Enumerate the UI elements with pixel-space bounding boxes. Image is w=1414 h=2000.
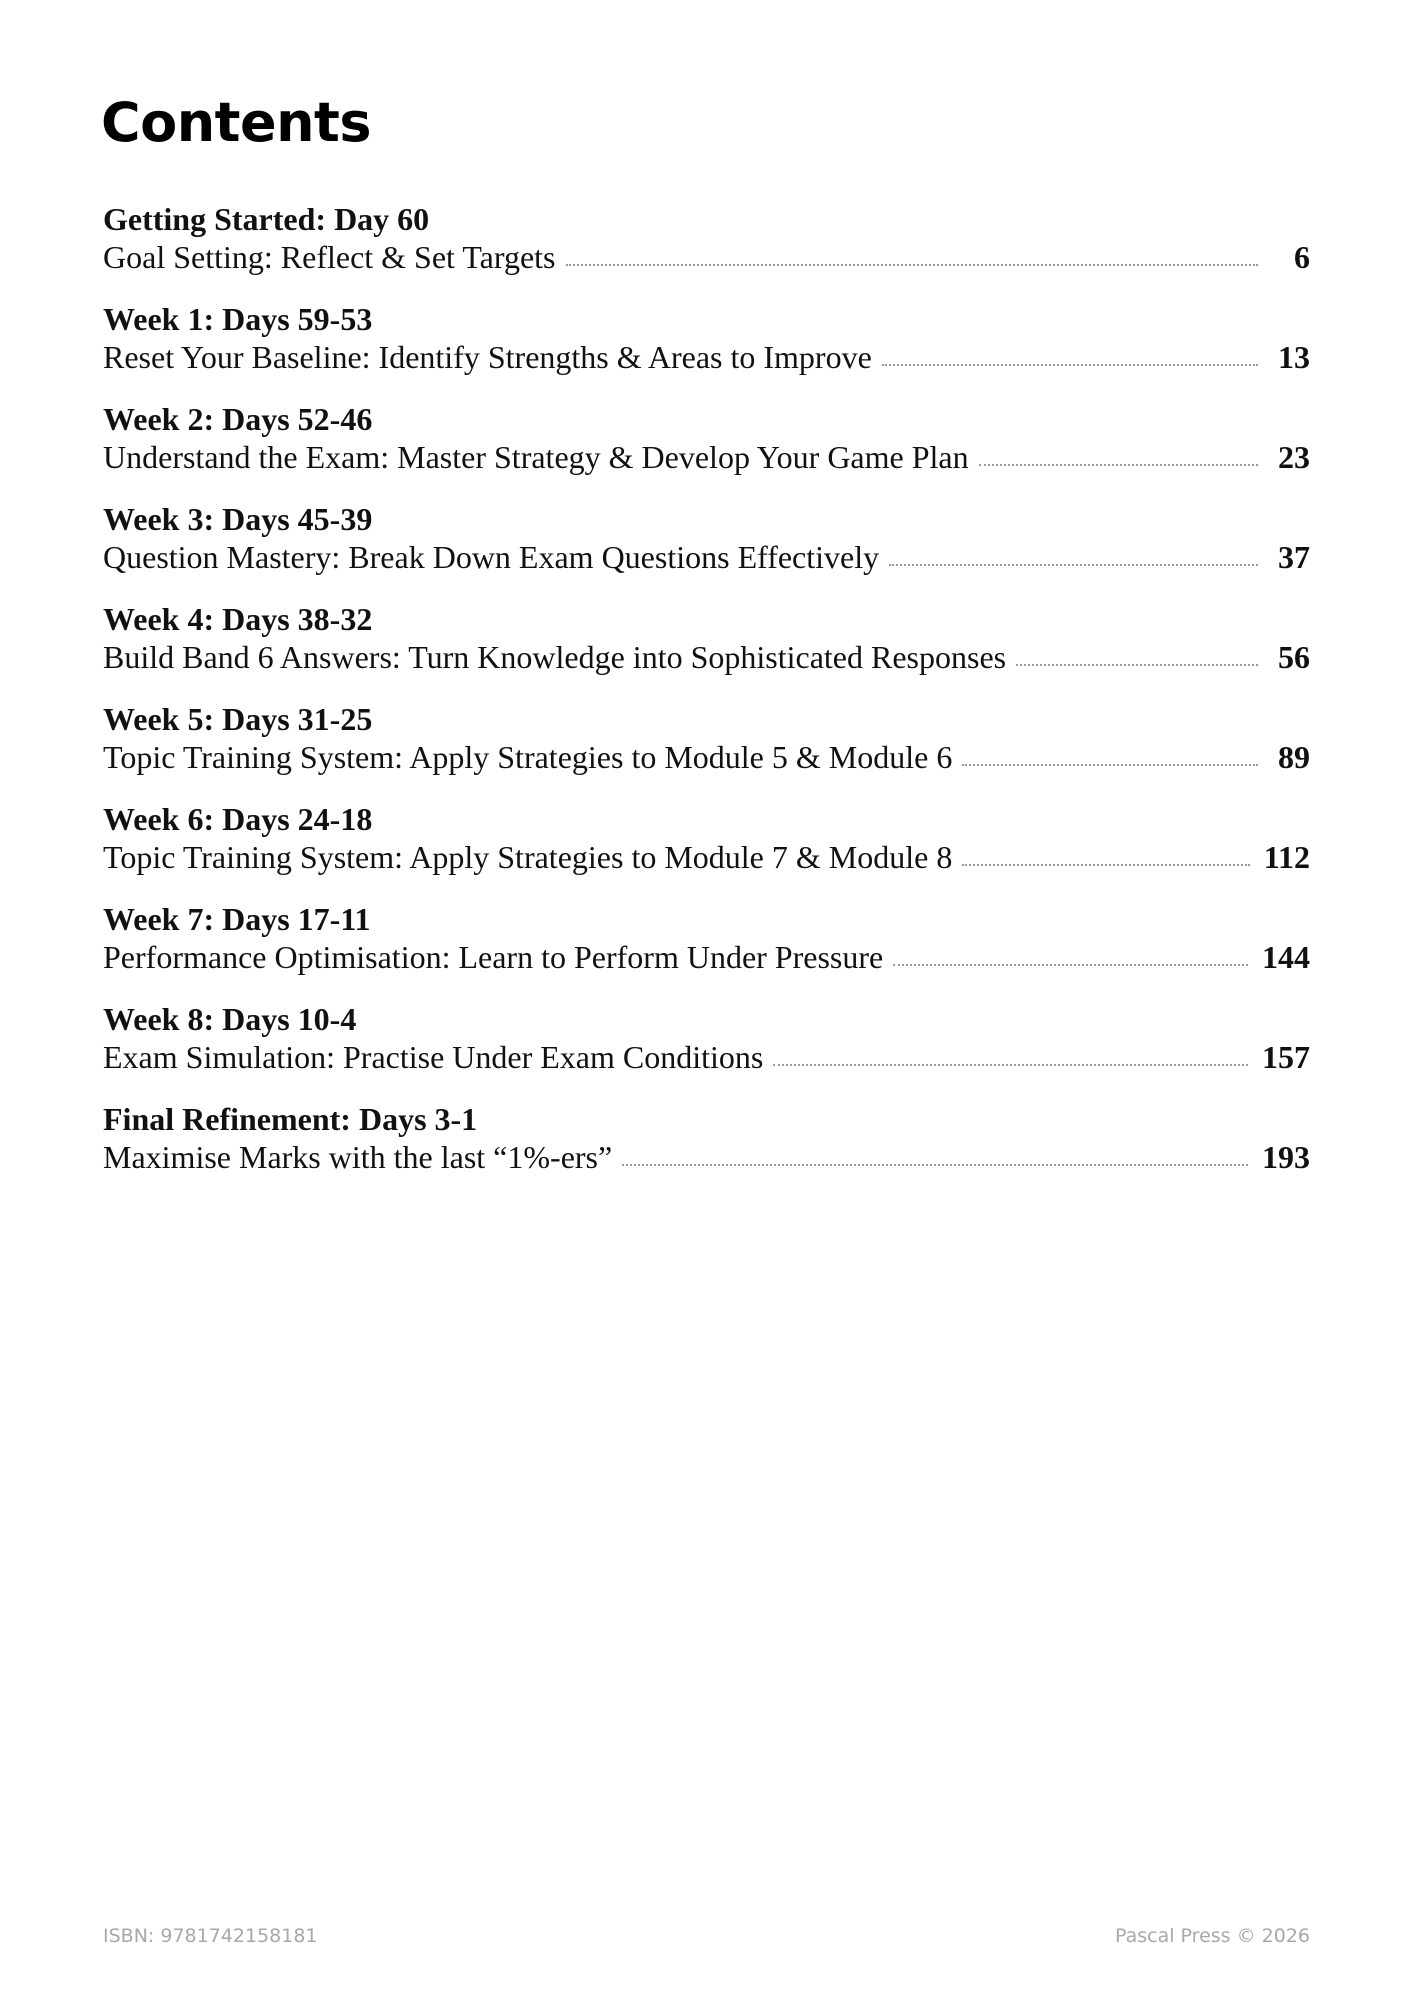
toc-entry-page-number: 157 xyxy=(1262,1039,1310,1075)
toc-entry-week-8[interactable] xyxy=(103,1000,1310,1100)
toc-entry-page-number: 56 xyxy=(1278,639,1310,675)
toc-entry-description: Topic Training System: Apply Strategies to Module 7 & Module 8 xyxy=(103,839,953,875)
toc-entry-week-2[interactable] xyxy=(103,400,1310,500)
toc-entry-description: Understand the Exam: Master Strategy & Develop Your Game Plan xyxy=(103,439,969,475)
toc-entry-page-number: 23 xyxy=(1278,439,1310,475)
toc-entry-heading: Week 4: Days 38-32 xyxy=(103,601,373,637)
toc-entry-line xyxy=(103,438,1310,476)
dot-leader xyxy=(962,864,1249,866)
dot-leader xyxy=(622,1164,1248,1166)
toc-entry-week-1[interactable] xyxy=(103,300,1310,400)
toc-entry-final-refinement[interactable] xyxy=(103,1100,1310,1200)
toc-entry-page-number: 37 xyxy=(1278,539,1310,575)
toc-entry-page-number: 112 xyxy=(1263,839,1310,875)
toc-entry-description: Question Mastery: Break Down Exam Questions Effectively xyxy=(103,539,880,575)
dot-leader xyxy=(1016,664,1258,666)
toc-entry-week-6[interactable] xyxy=(103,800,1310,900)
toc-entry-week-4[interactable] xyxy=(103,600,1310,700)
dot-leader xyxy=(893,964,1248,966)
toc-entry-description: Goal Setting: Reflect & Set Targets xyxy=(103,239,556,275)
toc-entry-heading: Week 2: Days 52-46 xyxy=(103,401,373,437)
dot-leader xyxy=(889,564,1258,566)
isbn-footer: ISBN: 9781742158181 xyxy=(103,1925,318,1947)
toc-entry-page-number: 6 xyxy=(1294,239,1310,275)
toc-entry-week-3[interactable] xyxy=(103,500,1310,600)
toc-entry-heading: Week 6: Days 24-18 xyxy=(103,801,373,837)
toc-entry-description: Performance Optimisation: Learn to Perform Under Pressure xyxy=(103,939,884,975)
toc-entry-line xyxy=(103,638,1310,676)
toc-entry-page-number: 144 xyxy=(1262,939,1310,975)
page-title: Contents xyxy=(101,91,372,154)
toc-entry-heading: Week 1: Days 59-53 xyxy=(103,301,373,337)
toc-entry-heading: Week 3: Days 45-39 xyxy=(103,501,373,537)
toc-entry-page-number: 193 xyxy=(1262,1139,1310,1175)
toc-entry-page-number: 13 xyxy=(1278,339,1310,375)
toc-entry-description: Topic Training System: Apply Strategies to Module 5 & Module 6 xyxy=(103,739,953,775)
toc-entry-line xyxy=(103,338,1310,376)
toc-entry-line xyxy=(103,538,1310,576)
toc-entry-line xyxy=(103,838,1310,876)
toc-entry-description: Maximise Marks with the last “1%-ers” xyxy=(103,1139,613,1175)
toc-entry-description: Build Band 6 Answers: Turn Knowledge into Sophisticated Responses xyxy=(103,639,1007,675)
toc-entry-heading: Getting Started: Day 60 xyxy=(103,201,430,237)
toc-entry-line xyxy=(103,1038,1310,1076)
toc-entry-heading: Final Refinement: Days 3-1 xyxy=(103,1101,478,1137)
dot-leader xyxy=(979,464,1258,466)
toc-entry-line xyxy=(103,938,1310,976)
table-of-contents xyxy=(103,200,1310,1200)
toc-entry-heading: Week 8: Days 10-4 xyxy=(103,1001,357,1037)
dot-leader xyxy=(962,764,1258,766)
toc-entry-heading: Week 5: Days 31-25 xyxy=(103,701,373,737)
toc-entry-page-number: 89 xyxy=(1278,739,1310,775)
toc-entry-line xyxy=(103,1138,1310,1176)
toc-entry-getting-started[interactable] xyxy=(103,200,1310,300)
dot-leader xyxy=(566,264,1259,266)
toc-entry-week-7[interactable] xyxy=(103,900,1310,1000)
toc-entry-line xyxy=(103,238,1310,276)
toc-entry-description: Exam Simulation: Practise Under Exam Conditions xyxy=(103,1039,764,1075)
copyright-footer: Pascal Press © 2026 xyxy=(1115,1925,1310,1947)
toc-entry-line xyxy=(103,738,1310,776)
dot-leader xyxy=(882,364,1258,366)
dot-leader xyxy=(773,1064,1248,1066)
toc-entry-heading: Week 7: Days 17-11 xyxy=(103,901,371,937)
toc-entry-week-5[interactable] xyxy=(103,700,1310,800)
toc-entry-description: Reset Your Baseline: Identify Strengths & Areas to Improve xyxy=(103,339,872,375)
